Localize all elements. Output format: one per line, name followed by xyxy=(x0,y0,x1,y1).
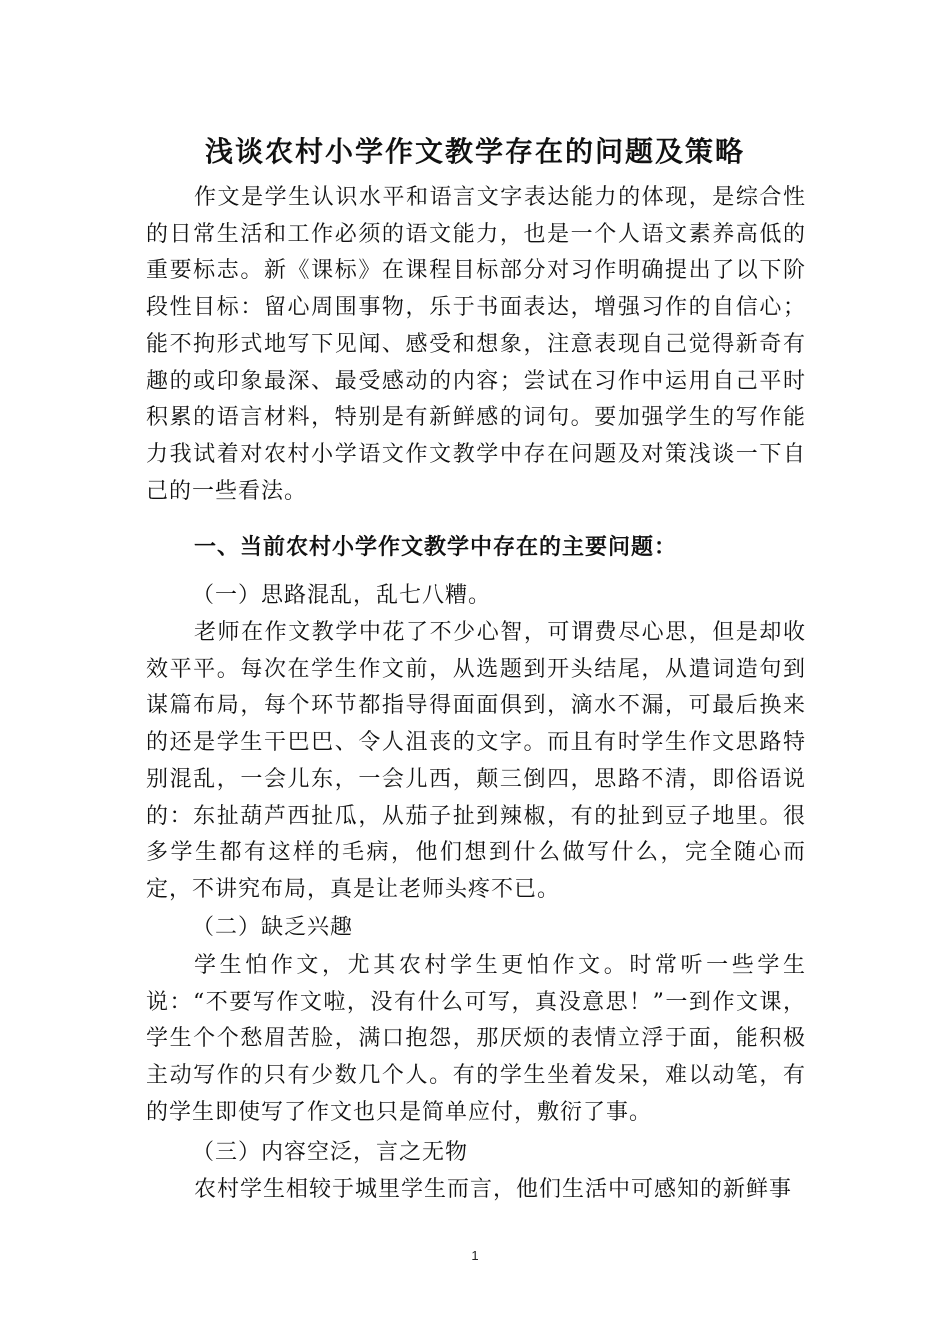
subsection-paragraph-2: 学生怕作文，尤其农村学生更怕作文。时常听一些学生说：“不要写作文啦，没有什么可写，真没意思！”一到作文课，学生个个愁眉苦脸，满口抱怨，那厌烦的表情立浮于面，能积极主动写作的只有少数几个人。有的学生坐着发呆，难以动笔，有的学生即使写了作文也只是简单应付，敷衍了事。 xyxy=(146,953,806,1125)
subsection-heading-1: （一）思路混乱，乱七八糟。 xyxy=(192,583,492,608)
intro-paragraph: 作文是学生认识水平和语言文字表达能力的体现，是综合性的日常生活和工作必须的语文能力，也是一个人语文素养高低的重要标志。新《课标》在课程目标部分对习作明确提出了以下阶段性目标：留心周围事物，乐于书面表达，增强习作的自信心；能不拘形式地写下见闻、感受和想象，注意表现自己觉得新奇有趣的或印象最深、最受感动的内容；尝试在习作中运用自己平时积累的语言材料，特别是有新鲜感的词句。要加强学生的写作能力我试着对农村小学语文作文教学中存在问题及对策浅谈一下自己的一些看法。 xyxy=(146,185,806,504)
document-title: 浅谈农村小学作文教学存在的问题及策略 xyxy=(204,135,745,168)
subsection-paragraph-1: 老师在作文教学中花了不少心智，可谓费尽心思，但是却收效平平。每次在学生作文前，从选题到开头结尾，从遣词造句到谋篇布局，每个环节都指导得面面俱到，滴水不漏，可最后换来的还是学生干巴巴、令人沮丧的文字。而且有时学生作文思路特别混乱，一会儿东，一会儿西，颠三倒四，思路不清，即俗语说的：东扯葫芦西扯瓜，从茄子扯到辣椒，有的扯到豆子地里。很多学生都有这样的毛病，他们想到什么做写什么，完全随心而定，不讲究布局，真是让老师头疼不已。 xyxy=(146,620,806,902)
subsection-heading-2: （二）缺乏兴趣 xyxy=(192,915,354,940)
subsection-paragraph-3: 农村学生相较于城里学生而言，他们生活中可感知的新鲜事 xyxy=(194,1177,793,1202)
section-heading-1: 一、当前农村小学作文教学中存在的主要问题： xyxy=(194,535,678,560)
subsection-heading-3: （三）内容空泛，言之无物 xyxy=(192,1140,469,1165)
page-number: 1 xyxy=(471,1248,479,1263)
